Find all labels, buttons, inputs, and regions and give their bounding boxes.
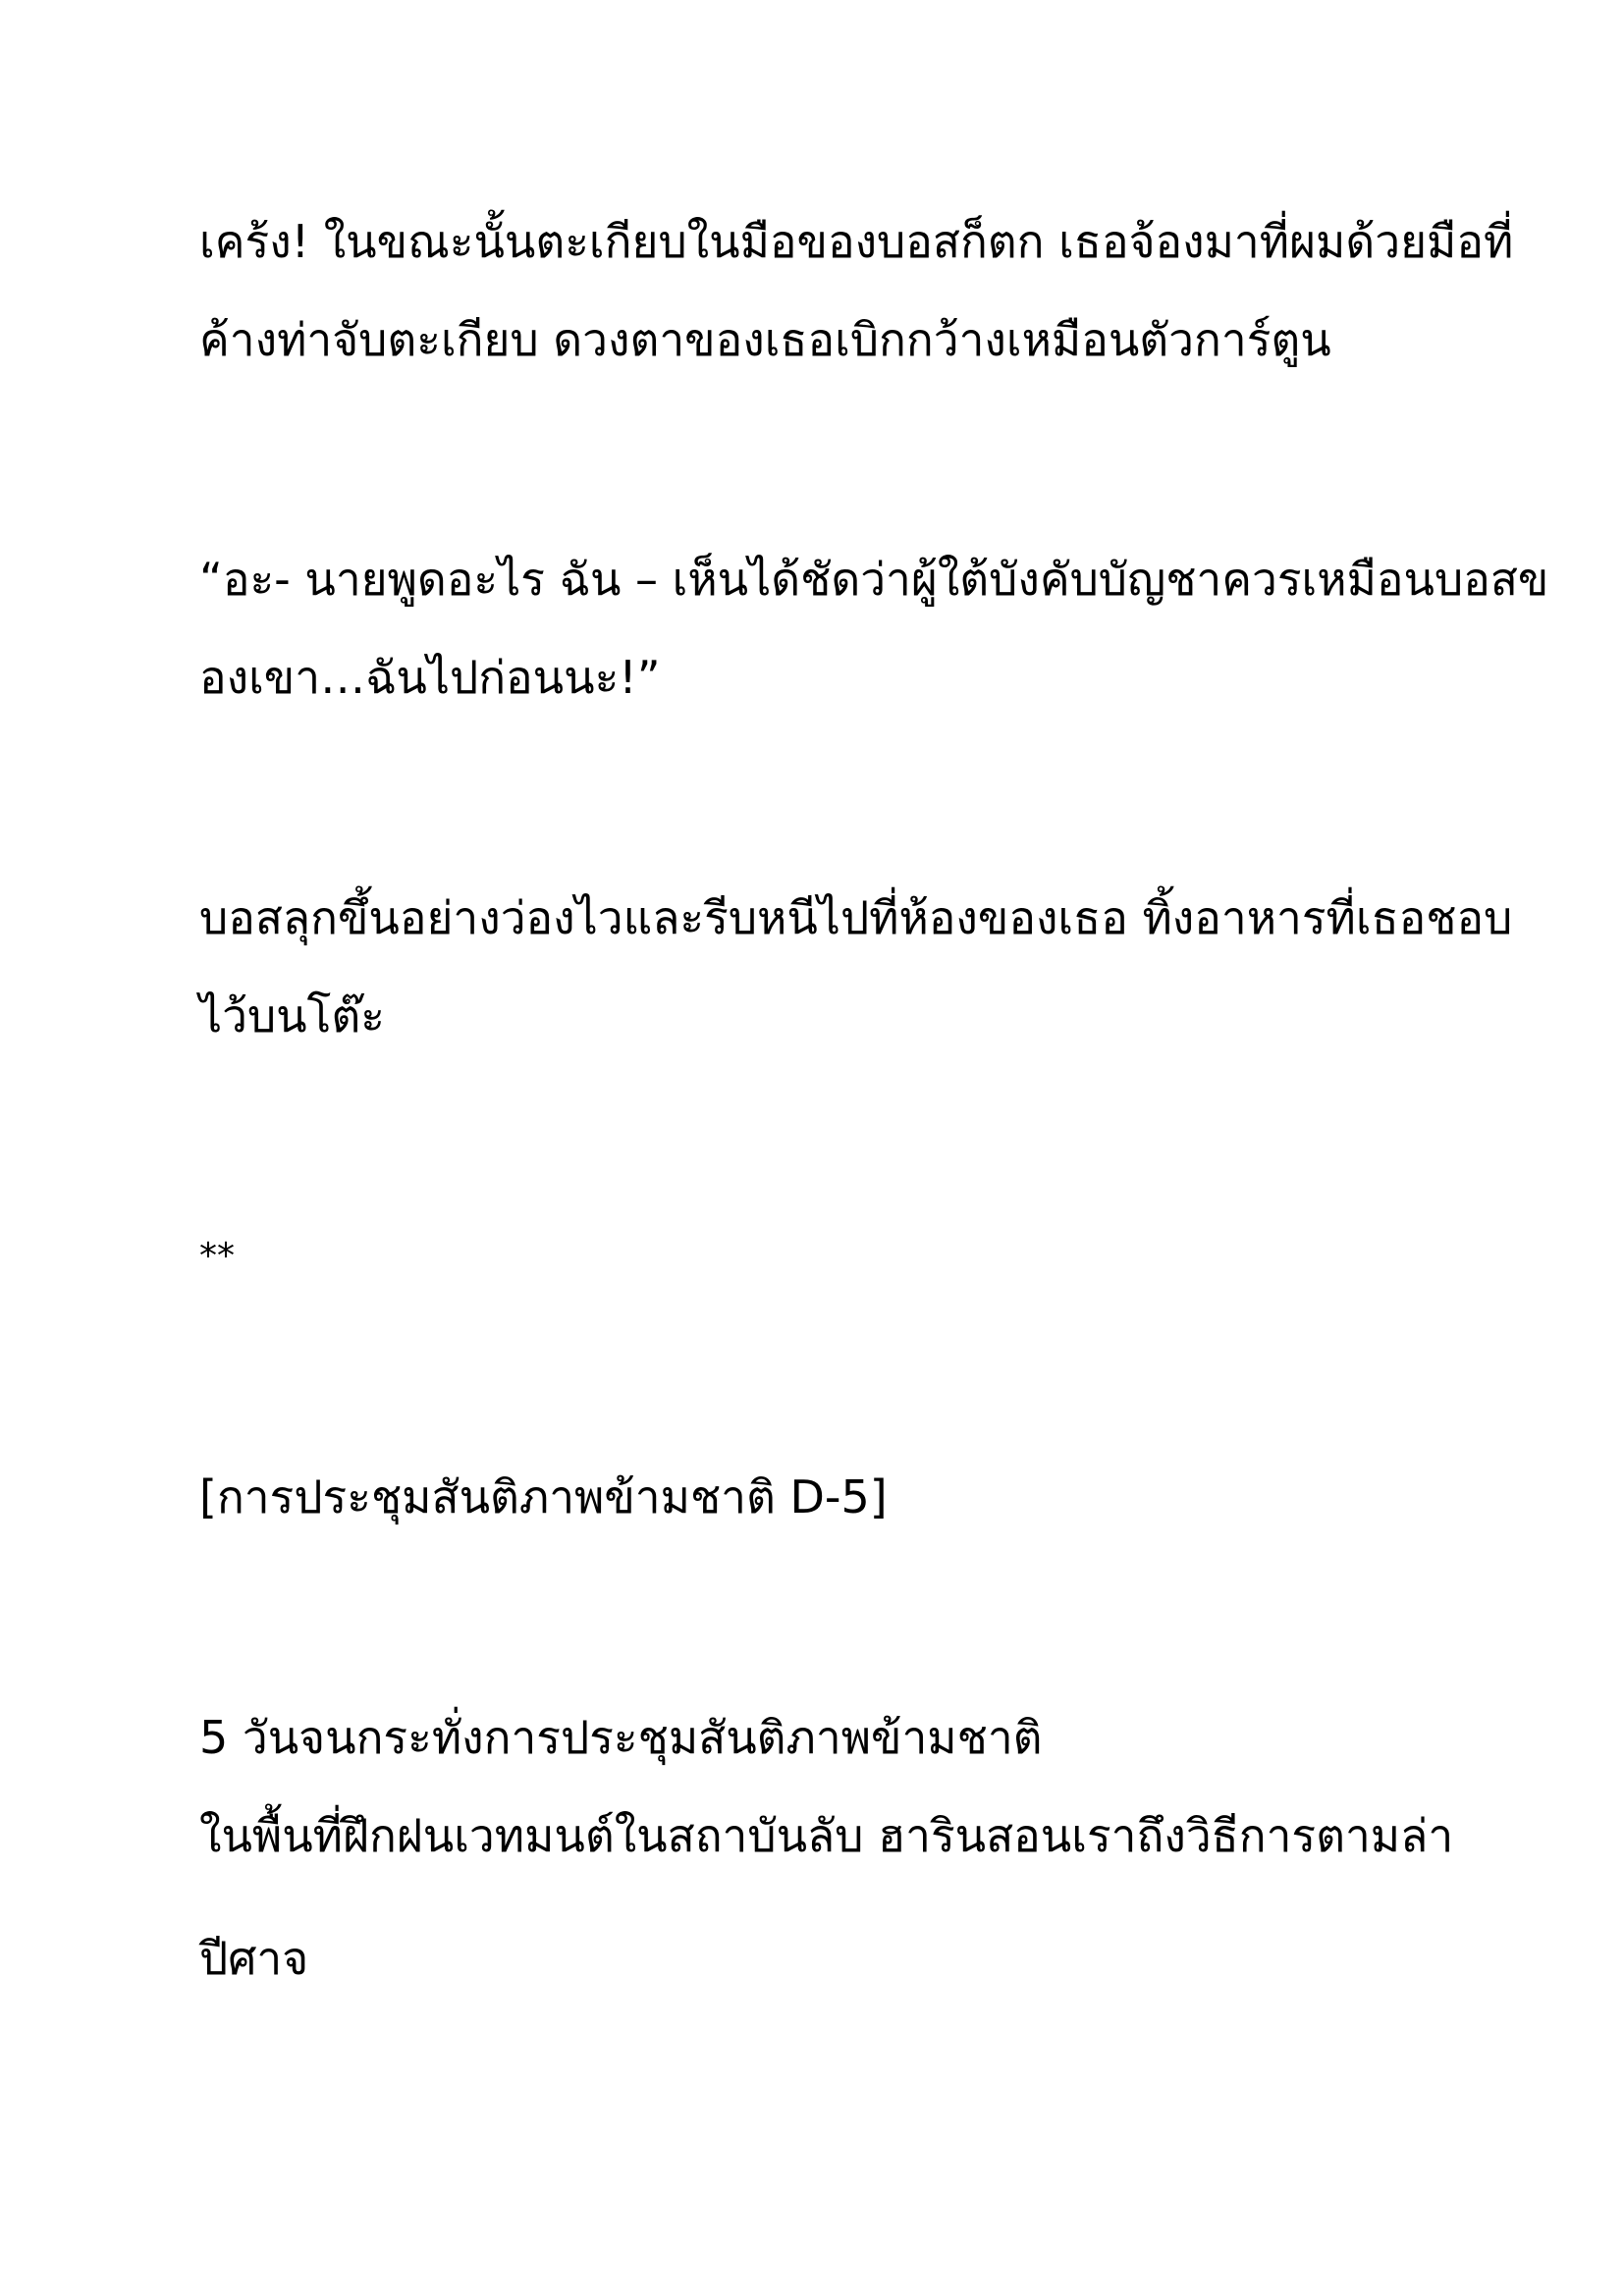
paragraph-5-line-1: ในพื้นที่ฝึกฝนเวทมนต์ในสถาบันลับ ฮารินสอนเราถึงวิธีการตามล่า xyxy=(199,1809,1454,1862)
section-heading: [การประชุมสันติภาพข้ามชาติ D-5] xyxy=(199,1470,888,1523)
scene-break: ** xyxy=(199,1236,235,1276)
paragraph-3-line-2: ไว้บนโต๊ะ xyxy=(199,989,385,1042)
paragraph-1-line-2: ค้างท่าจับตะเกียบ ดวงตาของเธอเบิกกว้างเหมือนตัวการ์ตูน xyxy=(199,313,1331,366)
paragraph-2-line-2: องเขา…ฉันไปก่อนนะ!” xyxy=(199,651,661,704)
paragraph-2-line-1: “อะ- นายพูดอะไร ฉัน – เห็นได้ชัดว่าผู้ใต้บังคับบัญชาควรเหมือนบอสข xyxy=(199,553,1549,606)
paragraph-4-line-1: 5 วันจนกระทั่งการประชุมสันติภาพข้ามชาติ xyxy=(199,1711,1043,1764)
paragraph-1-line-1: เคร้ง! ในขณะนั้นตะเกียบในมือของบอสก็ตก เธอจ้องมาที่ผมด้วยมือที่ xyxy=(199,215,1514,268)
paragraph-3-line-1: บอสลุกขึ้นอย่างว่องไวและรีบหนีไปที่ห้องของเธอ ทิ้งอาหารที่เธอชอบ xyxy=(199,891,1513,944)
paragraph-5-line-2: ปีศาจ xyxy=(199,1932,309,1985)
